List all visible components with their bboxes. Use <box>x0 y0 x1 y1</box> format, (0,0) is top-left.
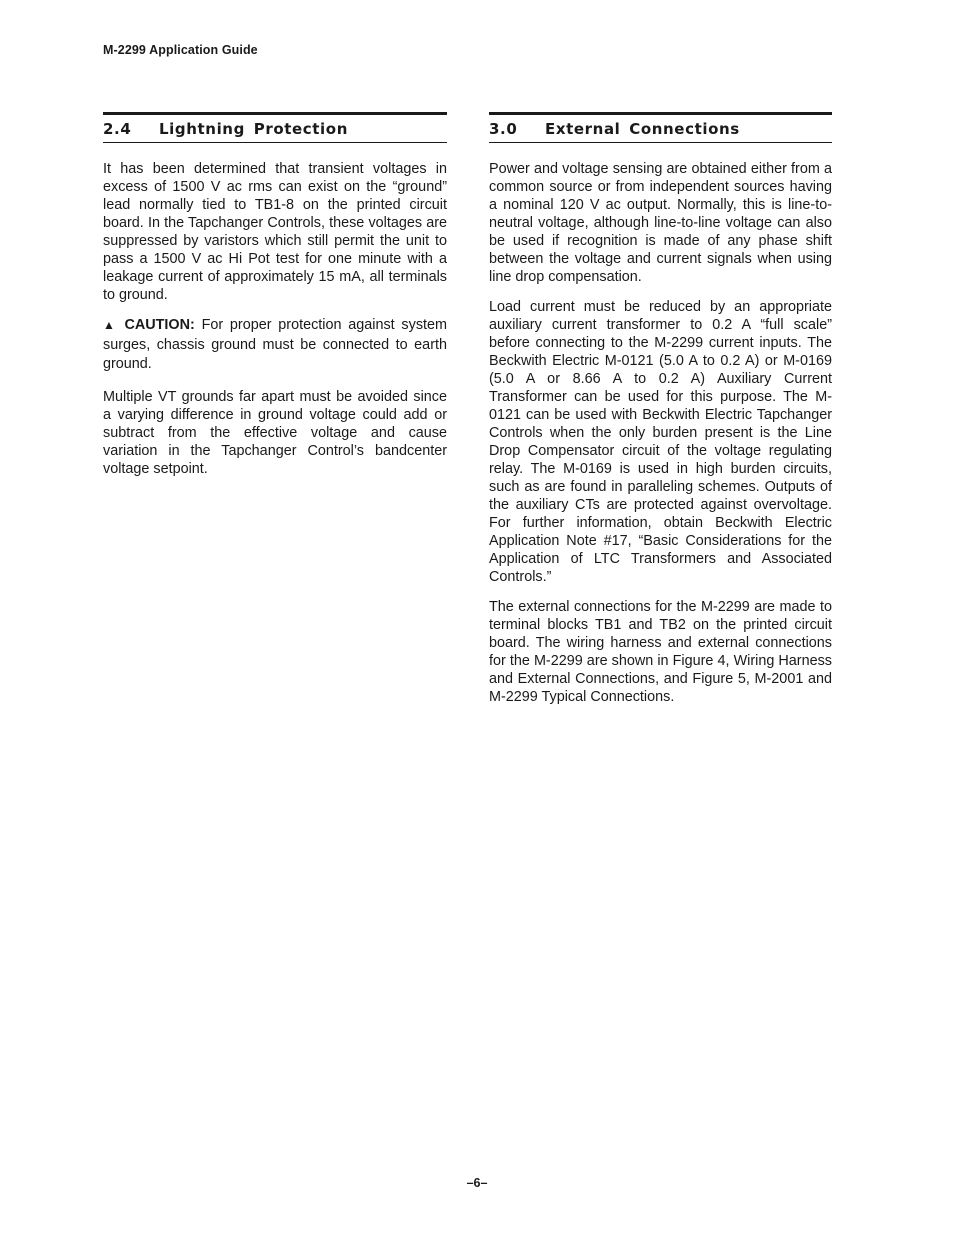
paragraph: Load current must be reduced by an appropriate auxiliary current transformer to 0.2 A “full scale” before connecting to the M-2299 current inputs. The Beckwith Electric M-0121 (5.0 A to 0.2 A) or M-0169 (5.0 A or 8.66 A to 0.2 A) Auxiliary Current Transformer can be used for this purpose. The M-0121 can be used with Beckwith Electric Tapchanger Controls when the only burden present is the Line Drop Compensator circuit of the voltage regulating relay. The M-0169 is used in high burden circuits, such as are found in paralleling schemes. Outputs of the auxiliary CTs are protected against overvoltage. For further information, obtain Beckwith Electric Application Note #17, “Basic Considerations for the Application of LTC Transformers and Associated Controls.” <box>489 299 832 585</box>
caution-label: CAUTION: <box>124 317 195 333</box>
paragraph: Multiple VT grounds far apart must be avoided since a varying difference in ground voltage could add or subtract from the effective voltage and cause variation in the Tapchanger Control’s bandcenter voltage setpoint. <box>103 388 447 477</box>
page-number: –6– <box>466 1176 488 1190</box>
paragraph: Power and voltage sensing are obtained either from a common source or from independent sources having a nominal 120 V ac output. Normally, this is line-to-neutral voltage, although line-to-line voltage can also be used if recognition is made of any phase shift between the voltage and current signals when using line drop compensation. <box>489 161 832 285</box>
paragraph: The external connections for the M-2299 are made to terminal blocks TB1 and TB2 on the printed circuit board. The wiring harness and external connections for the M-2299 are shown in Figure 4, Wiring Harness and External Connections, and Figure 5, M-2001 and M-2299 Typical Connections. <box>489 599 832 705</box>
caution-note <box>103 316 447 375</box>
paragraph: It has been determined that transient voltages in excess of 1500 V ac rms can exist on the “ground” lead normally tied to TB1-8 on the printed circuit board. In the Tapchanger Controls, these voltages are suppressed by varistors which still permit the unit to pass a 1500 V ac Hi Pot test for one minute with a leakage current of approximately 15 mA, all terminals to ground. <box>103 161 447 303</box>
caution-text: For proper protection against system surges, chassis ground must be connected to earth ground. <box>103 317 448 372</box>
section-body <box>103 160 447 478</box>
section-lightning-protection <box>103 112 447 490</box>
running-header: M-2299 Application Guide <box>103 43 258 57</box>
section-body <box>489 160 832 706</box>
section-title: Lightning Protection <box>159 119 348 138</box>
warning-triangle-icon: ▲ <box>103 318 118 332</box>
section-title: External Connections <box>545 119 740 138</box>
section-heading <box>103 112 447 143</box>
section-number: 3.0 <box>489 119 518 138</box>
section-number: 2.4 <box>103 119 132 138</box>
section-external-connections <box>489 112 832 718</box>
section-heading <box>489 112 832 143</box>
